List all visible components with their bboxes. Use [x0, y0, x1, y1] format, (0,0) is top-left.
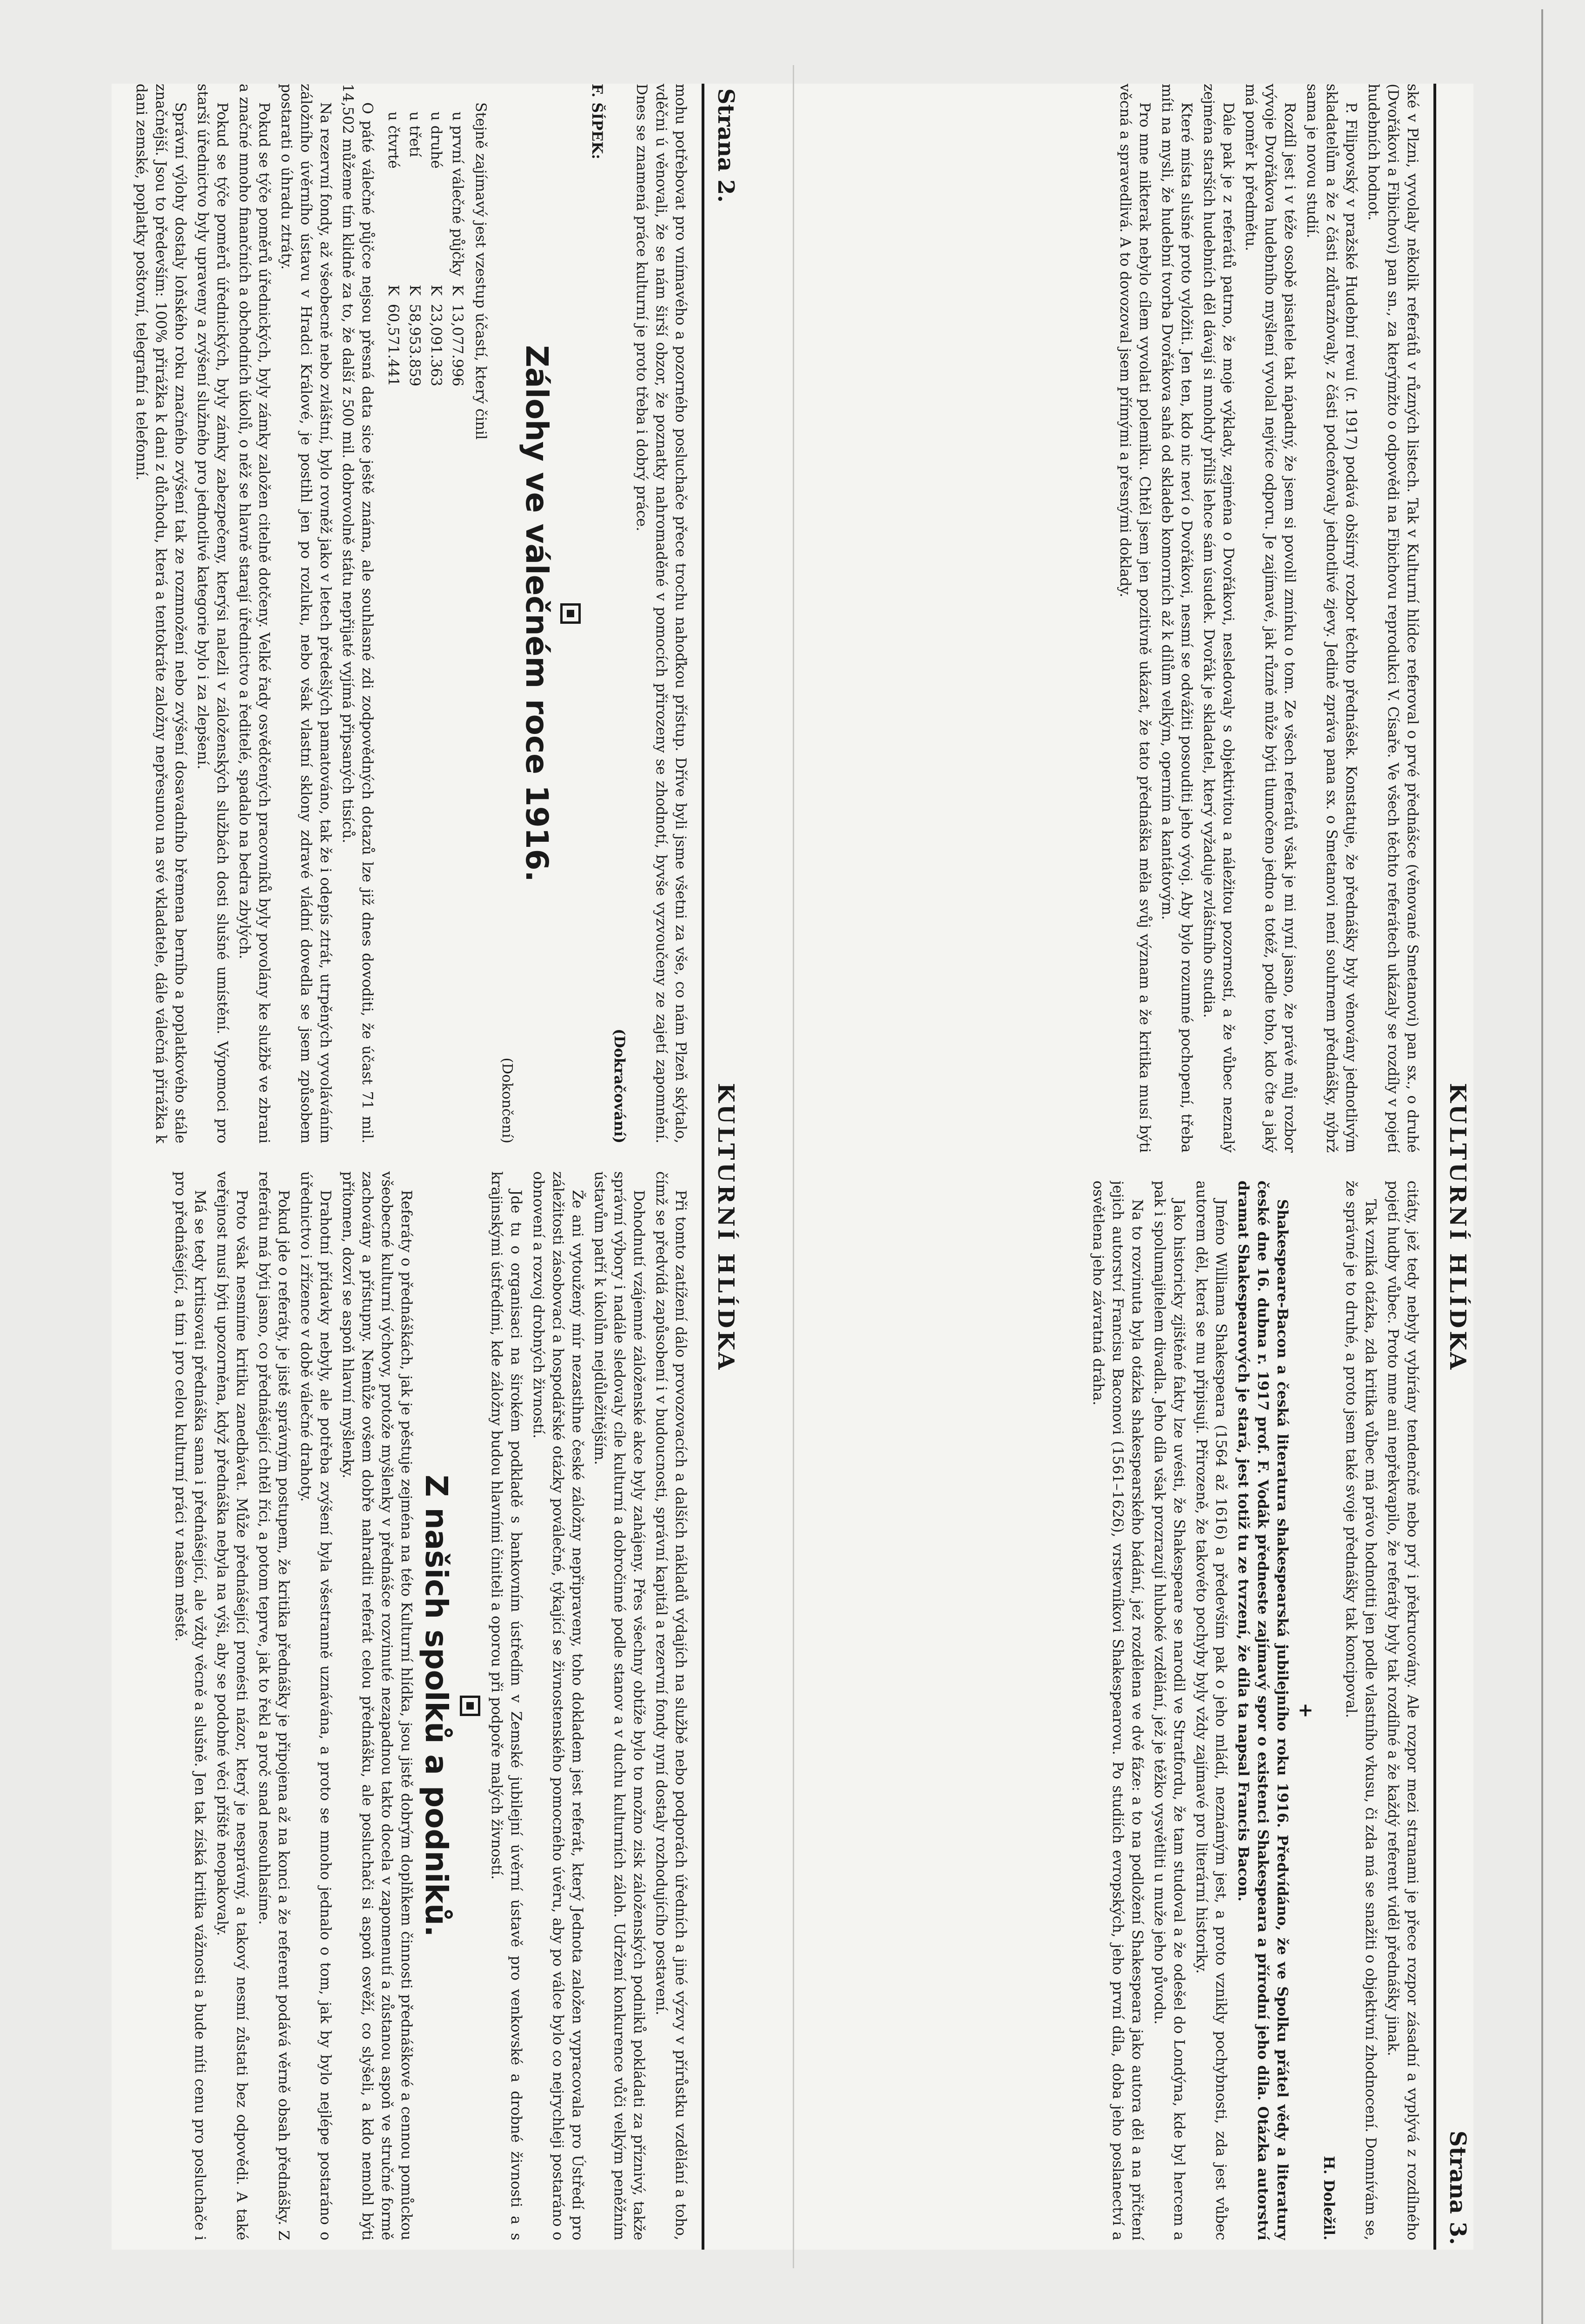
- page-number: Strana 3.: [1445, 2130, 1471, 2245]
- paragraph: Drahotní přídavky nebyly, ale potřeba zvýšení byla všestranně uznávána, a proto se mnoho jednalo o tom, jak by bylo nejlépe postaráno o úřednictvo i zřízence v době válečné drahoty.: [298, 1171, 334, 2240]
- paragraph: Referáty o přednáškách, jak je pěstuje zejména na této Kulturní hlídka, jsou jistě dobrým doplňkem činnosti přednáškové a cennou pomůckou všeobecné kulturní výchovy, protože myšlenky v přednášce rozvinuté nezapadnou takto docela v zapomenutí a zůstanou aspoň ve stručné formě zachovány a přístupny. Nemůže ovšem dobře nahraditi referát celou přednášku, ale posluchači si aspoň osvěží, co slyšeli, a kdo nemohl býti přítomen, dozví se aspoň hlavní myšlenky.: [339, 1171, 415, 2240]
- scan-edge-line: [1541, 9, 1543, 2324]
- table-cell: u čtvrté: [385, 112, 402, 169]
- table-row: [447, 112, 468, 395]
- table-cell: u první válečné půjčky: [449, 112, 466, 277]
- paragraph: Pokud se týče poměrů úřednických, byly zámky založen citelně dotčeny. Velké řady osvědčených pracovníků byly povolány ke službě ve zbrani a značné mnoho finančních a obchodních úkolů, o něž se hlavně starají úřednictvo a ředitelé, spadalo na bedra zbylých.: [236, 84, 272, 1143]
- paragraph: P. Filipovský v pražské Hudební revui (r. 1917) podává obšírný rozbor těchto přednášek. Konstatuje, že přednášky byly věnovány jednotlivým skladatelům a že z části zdůrazňovaly, z části podceňovaly jednotlivé zjevy. Jedině zpráva pana sx. o Smetanovi není souhrnem přednášky, nýbrž sama je novou studií.: [1304, 84, 1360, 1153]
- paragraph: Jako historicky zjištěné fakty lze uvésti, že Shakespeare se narodil ve Stratfordu, že tam studoval a že odešel do Londýna, kde byl hercem a pak i spolumajitelem divadla. Jeho díla však prozrazují hluboké vzdělání, jež je těžko vysvětliti u muže jeho původu.: [1151, 1181, 1187, 2240]
- paragraph: Které místa slušné proto vyložiti. Jen ten, kdo nic neví o Dvořákovi, nesmí se odvážiti posouditi jeho vývoj. Aby bylo rozumné pochopení, třeba míti na mysli, že hudební tvorba Dvořákova sahá od skladeb komorních až k dílům velkým, operním a kantátovým.: [1159, 84, 1195, 1153]
- table-cell: K: [449, 284, 466, 296]
- right-page: [855, 84, 1473, 2250]
- separator-cross-icon: +: [1295, 1703, 1317, 1718]
- right-page-column-1: [864, 84, 1422, 1153]
- article-title: Zálohy ve válečném roce 1916.: [519, 345, 555, 882]
- intro-paragraph: mohu potřebovat pro vnímavého a pozorného posluchače přece trochu nahoďkou přístup. Dříve byli jsme všetni za vše, co nám Plzeň skýtalo, vděčni ú věnovali, že se nám širší obzor, že poznatky nahromaděné v pomocích přirozeny se zhodnotí, byvše vyzvoučeny ze zajetí zapomnění. Dnes se znamená práce kulturní je proto třeba i dobrý práce.: [633, 84, 689, 1143]
- right-page-column-2: [864, 1181, 1422, 2240]
- paragraph: Rozdíl jest i v téže osobě pisatele tak nápadný, že jsem si povolil zmínku o tom. Ze všech referátů však je mi nyní jasno, že právě můj rozbor vývoje Dvořákova hudebního myšlení vyvolal nejvíce odporu. Je zajímavé, jak různě může býti tlumočeno jedno a totéž, podle toho, kdo čte a jaký má poměr k předmětu.: [1242, 84, 1298, 1153]
- page-gutter: [793, 65, 794, 2268]
- participation-table: [383, 112, 468, 395]
- paragraph: Dále pak je z referátů patrno, že moje výklady, zejména o Dvořákovi, nesledovaly s objektivitou a náležitou pozorností, a že vůbec neznalý zejména starších hudebních děl dávají si mnohdy příliš lehce sám úsudek. Dvořák je skladatel, který vyžaduje zvláštního studia.: [1200, 84, 1237, 1153]
- table-cell: K: [428, 284, 444, 296]
- page-number: Strana 2.: [713, 88, 739, 203]
- paragraph: Má se tedy kritisovati přednáška sama i přednášející, ale vždy věcně a slušně. Jen tak získá kritika vážnosti a bude míti cenu pro posluchače i pro přednášející, a tím i pro celou kulturní práci v našem městě.: [172, 1171, 208, 2240]
- paragraph: Jméno Williama Shakespeara (1564 až 1616) a především pak o jeho mládí, neznámým jest, a proto vznikly pochybnosti, zda jest vůbec autorem děl, která se mu připisují. Přirozeně, že takovéto pochyby byly vždy zajímavé pro literární historiky.: [1193, 1181, 1229, 2240]
- paragraph: Při tomto zatížení dálo provozovacích a dalších nákladů výdajích na službě nebo podporách úředních a jiné výzvy v přírůstku vzdělání a toho, čímž se předvídá zapůsobení i v budoucnosti, správní kapitál a rezervní fondy nyní dostaly rozhodujícího postavení.: [653, 1171, 689, 2240]
- article-author: F. ŠÍPEK:: [589, 84, 605, 159]
- table-cell: 58,953.859: [406, 304, 423, 387]
- masthead: KULTURNÍ HLÍDKA: [1445, 1083, 1471, 1373]
- paragraph: Pro mne nikterak nebylo cílem vyvolati polemiku. Chtěl jsem jen pozitivně ukázat, že tato přednáška měla svůj význam a že kritika musí býti věcná a spravedlivá. A to dovozoval jsem přímými a přesnými doklady.: [1117, 84, 1153, 1153]
- table-cell: 60,571.441: [385, 304, 402, 387]
- paragraph: Na to rozvinuta byla otázka shakespearského bádání, jež rozdělena ve dvě fáze: a to na podložení Shakespeara jako autora děl a na přičtení jejich autorství Francisu Baconovi (1561–1626), vrstevníkovi Shakespearovu. Po studiích evropských, jeho první díla, doba jeho poslanectví a osvětlena jeho závratná dráha.: [1090, 1181, 1146, 2240]
- paragraph: Pokud jde o referáty, je jistě správným postupem, že kritika přednášky je připojena až na konci a že referent podává věrně obsah přednášky. Z referátu má býti jasno, co přednášející chtěl říci, a potom teprve, jak to řekl a proč snad nesouhlasíme.: [256, 1171, 292, 2240]
- paragraph: Tak vzniká otázka, zda kritika vůbec má právo hodnotiti jen podle vlastního vkusu, či zda má se snažiti o objektivní zhodnocení. Domnívám se, že správné je to druhé, a proto jsem také svoje přednášky tak koncipoval.: [1343, 1181, 1379, 2240]
- paragraph: citáty, jež tedy nebyly vybírány tendenčně nebo prý i překrucovány. Ale rozpor mezi stranami je přece rozpor zásadní a vyplývá z rozdílného pojetí hudby vůbec. Proto mne ani nepřekvapilo, že referáty byly tak rozdílné a že každý referent viděl přednášky jinak.: [1385, 1181, 1421, 2240]
- article-signature: H. Doležil.: [1320, 2156, 1337, 2240]
- section-ornament-icon: [560, 603, 581, 624]
- paragraph: Správní výlohy dostaly loňského roku značného zvýšení tak ze rozmnožení nebo zvýšení dosavadního břemena berního a poplatkového stále značnější. Jsou to především: 100% přirážka k dani z důchodu, která a tentokráte založny nepřesunou na své vkladatele, dále válečná přirážka k dani zemské, poplatky poštovní, telegrafní a telefonní.: [133, 84, 189, 1143]
- masthead: KULTURNÍ HLÍDKA: [713, 1083, 739, 1373]
- table-cell: K: [385, 284, 402, 296]
- running-head: [702, 84, 742, 2250]
- left-page-column-2: [133, 1171, 690, 2240]
- paragraph: Na rezervní fondy, až všeobecně nebo zvláštní, bylo rovněž jako v letech předešlých pamatováno, tak že i odepís ztrát, utrpěných vyvoláváním záložního úvěrního ústavu v Hradci Králové, je postihl jen po rozluku, nebo však vlastní sklony zdravé vládní dovedla se jsem způsobem postarati o úhradu ztráty.: [278, 84, 334, 1143]
- paragraph: O páté válečné půjčce nejsou přesná data sice ještě známa, ale souhlasné zdi zodpovědných dotazů lze již dnes dovoditi, že účast 71 mil. 14,502 můžeme tím klidně za to, že další z 500 mil. dobrovolně státu nepřijaté vyjímá připsaných tisíců.: [339, 84, 376, 1143]
- article-subtitle: (Dokončení): [499, 1057, 515, 1143]
- paragraph: Pokud se týče poměrů úřednických, byly zámky zabezpečeny, kterýsi nalezli v záloženských službách dosti slušné umístění. Výpomoci pro starší úřednictvo byly upraveny a zvýšení služného pro jednotlivé kategorie bylo i za zlepšení.: [194, 84, 231, 1143]
- table-cell: K: [406, 284, 423, 296]
- section-title: Z našich spolků a podniků.: [418, 1474, 454, 1937]
- continuation-note: (Dokračování): [611, 1029, 628, 1143]
- running-head: [1433, 84, 1473, 2250]
- paragraph: Dohodnutí vzájemné záloženské akce byly zahájeny. Přes všechny obtíže bylo to možno zisk záloženských podniků pokládati za příznivý, takže správní výbory i nadále sledovaly cíle kulturní a dobročinné podle stanov a v duchu kulturních záloh. Udržení konkurence vůči velkým peněžním ústavům patří k úkolům nejdůležitějším.: [591, 1171, 647, 2240]
- paragraph: ské v Plzni, vyvolaly několik referátů v různých listech. Tak v Kulturní hlídce referoval o prvé přednášce (věnované Smetanovi) pan sx., o druhé (Dvořákovi a Fibichovi) pan sn., za kterýmžto o odpovědi na Fibichovu reprodukci V. Císaře. Ve všech těchto referátech ukázaly se rozdíly v pojetí hudebních hodnot.: [1365, 84, 1421, 1153]
- left-page-column-1: [133, 84, 690, 1143]
- paragraph: Proto však nesmíme kritiku zanedbávat. Může přednášející pronésti názor, který je nesprávný, a takový nesmí zůstati bez odpovědi. A také veřejnost musí býti upozorněna, když přednáška nebyla na výši, aby se podobné věci příště neopakovaly.: [214, 1171, 250, 2240]
- left-page: [123, 84, 742, 2250]
- table-row: [404, 112, 425, 395]
- section-ornament-icon: [460, 1696, 480, 1716]
- table-cell: u druhé: [428, 112, 444, 169]
- paragraph: Jde tu o organisaci na širokém podkladě s bankovním ústředím v Zemské jubilejní úvěrní ústavě pro venkovské a drobné živnosti a s krajinskými ústředími, kde záložny budou hlavními činiteli a oporou při podpoře malých živností.: [488, 1171, 524, 2240]
- paragraph: Stejně zajímavý jest vzestup účastí, který činil: [472, 102, 489, 440]
- paragraph: Že ani vytoužený mír nezastihne české záložny nepřipraveny, toho dokladem jest referát, který Jednota založen vypracovala pro Ústředí pro záležitosti zásobovací a hospodářské otázky poválečné, týkající se živnostenského pomocného úvěru, aby po válce bylo co nejrychleji postaráno o obnovení a rozvoj drobných živností.: [530, 1171, 586, 2240]
- table-row: [383, 112, 404, 395]
- table-cell: 23,091.363: [428, 304, 444, 387]
- table-row: [425, 112, 447, 395]
- paragraph-lead: Shakespeare-Bacon a česká literatura shakespearská jubilejního roku 1916. Předvídáno, že ve Spolku přátel vědy a literatury české dne 16. dubna r. 1917 prof. F. Vodák předneste zajímavý spor o existenci Shakespeara a přírodní jeho díla. Otázka autorství dramat Shakespearových je stará, jest totiž tu ze tvrzení, že díla ta napsal Francis Bacon.: [1235, 1181, 1291, 2240]
- table-cell: u třetí: [406, 112, 423, 157]
- table-cell: 13,077.996: [449, 304, 466, 387]
